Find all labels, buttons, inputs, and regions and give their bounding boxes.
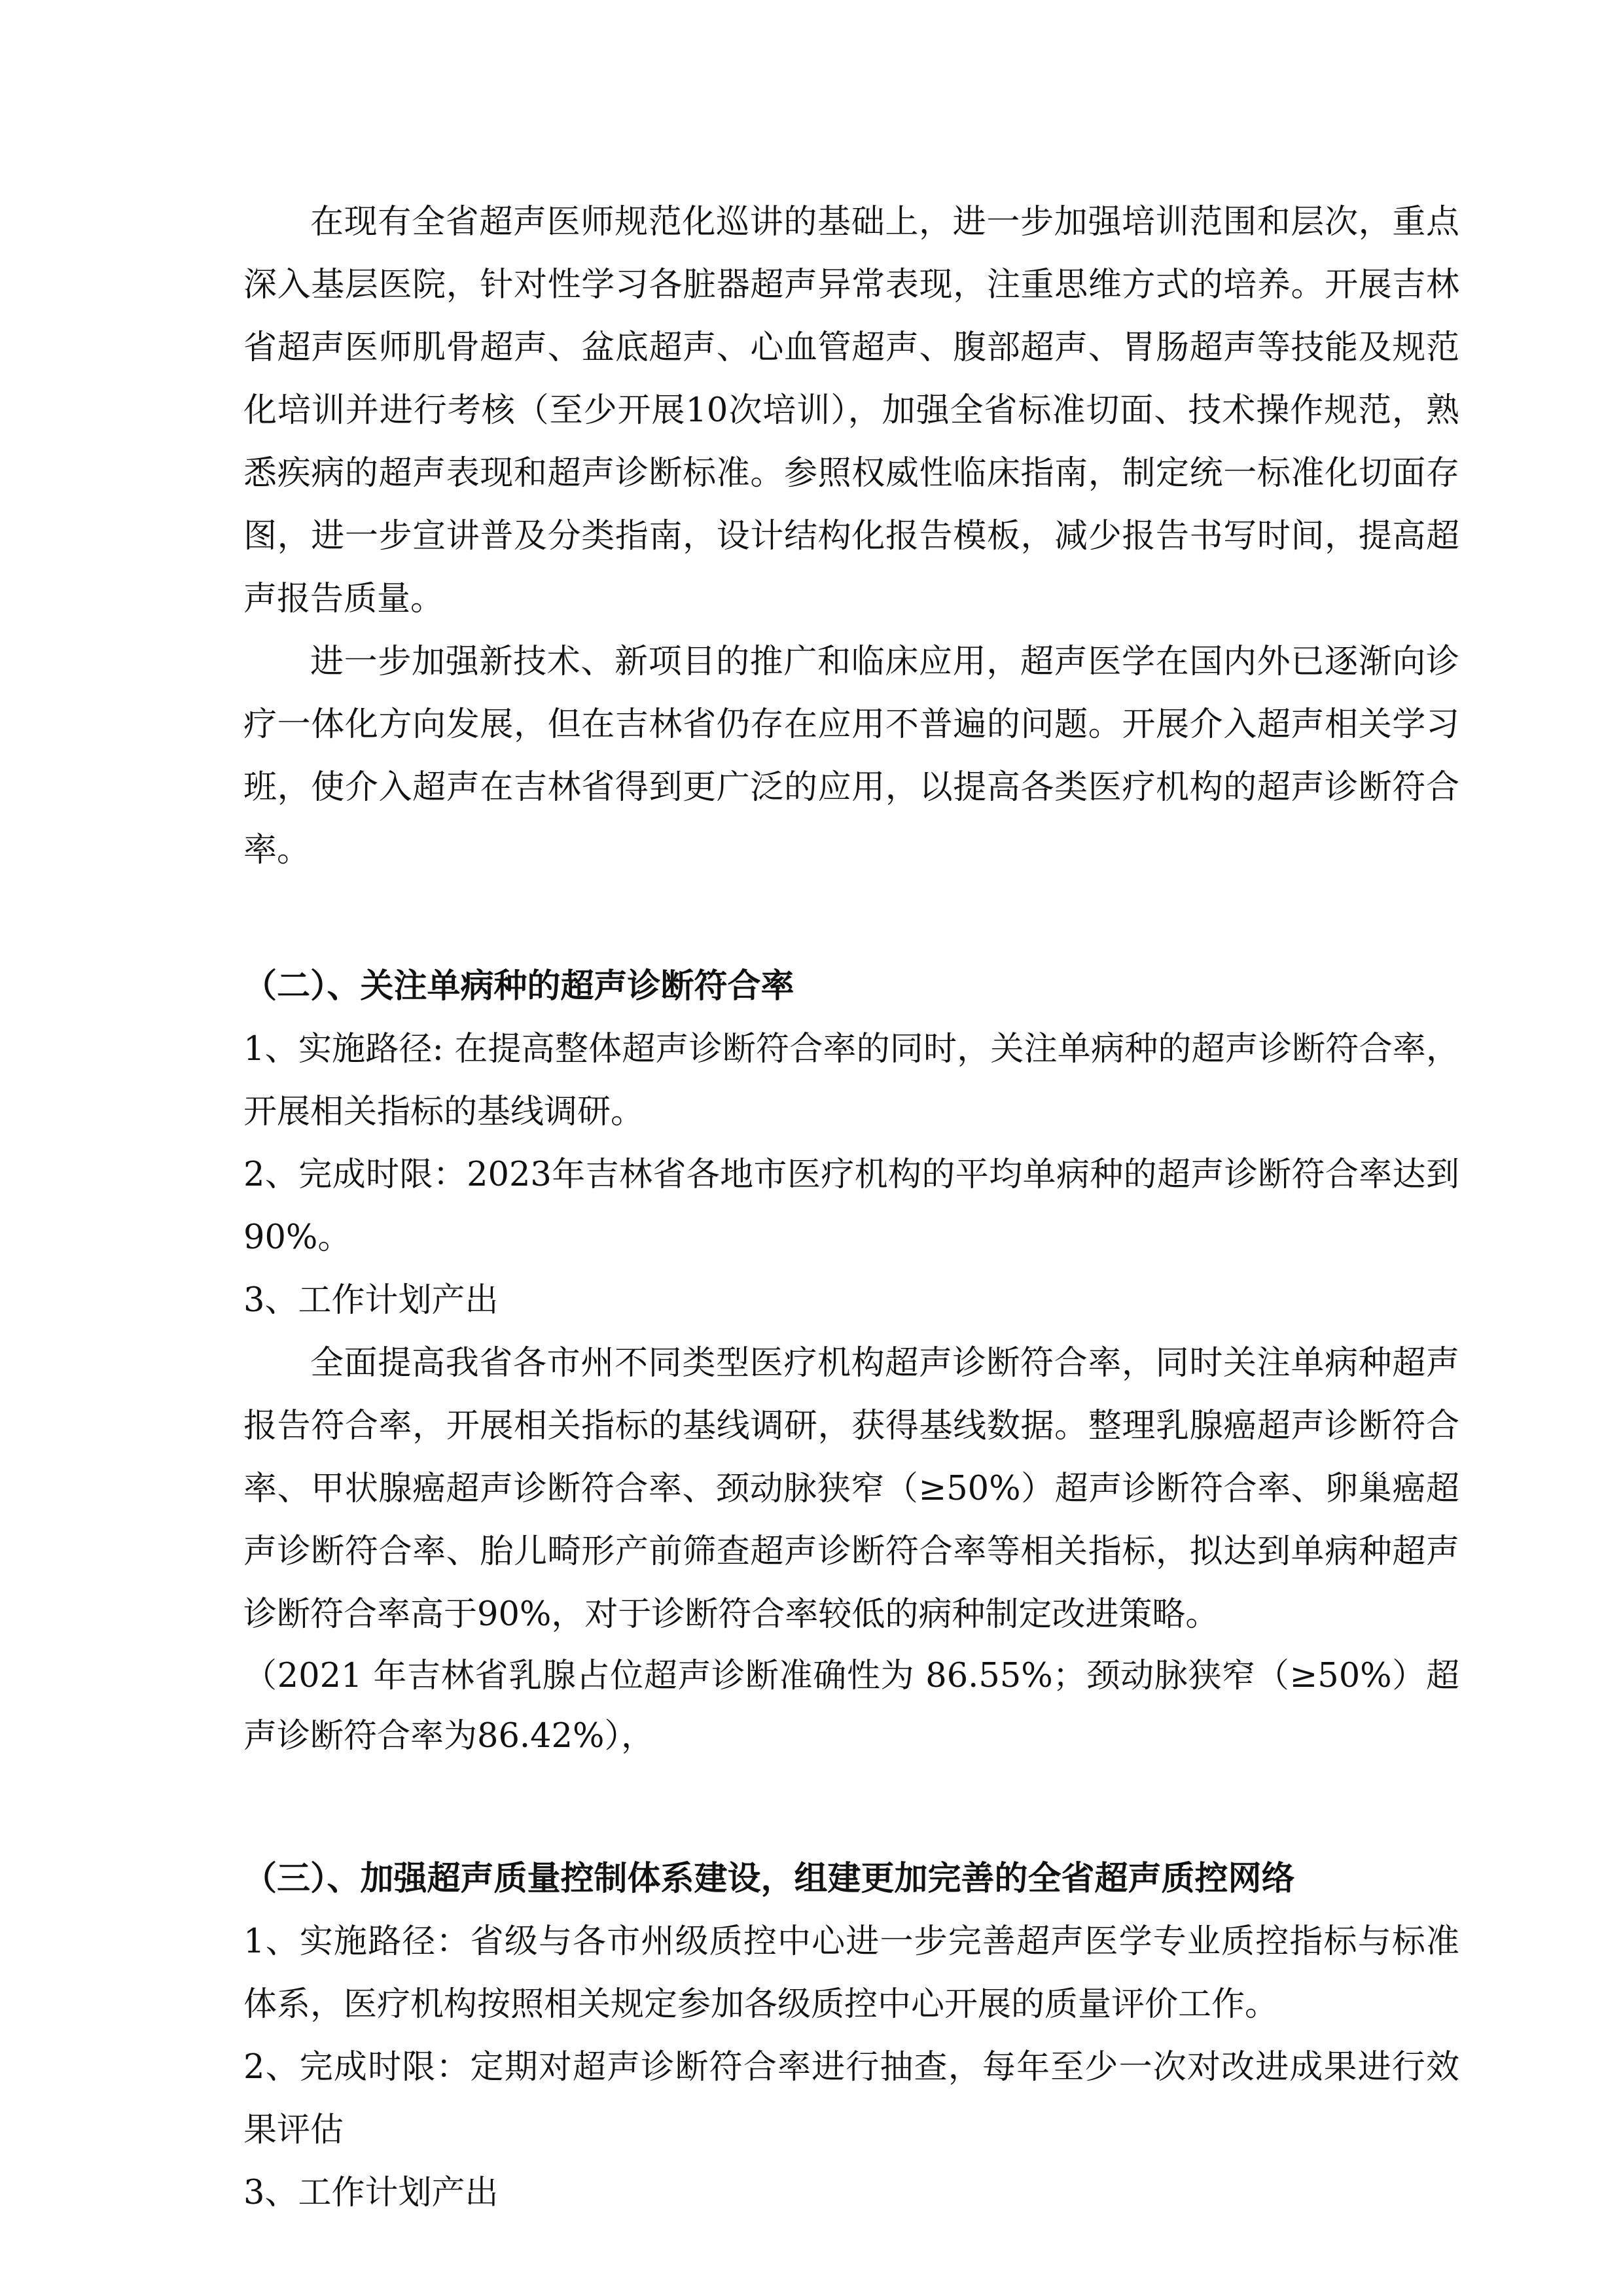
section3-item-2: 2、完成时限：定期对超声诊断符合率进行抽查，每年至少一次对改进成果进行效果评估: [243, 2048, 1459, 2149]
section2-heading: （二）、关注单病种的超声诊断符合率: [243, 967, 794, 1006]
section2-item-3: 3、工作计划产出: [243, 1281, 499, 1320]
section3-item-3: 3、工作计划产出: [243, 2174, 499, 2212]
intro-paragraph-1: 在现有全省超声医师规范化巡讲的基础上，进一步加强培训范围和层次，重点深入基层医院，针对性学习各脏器超声异常表现，注重思维方式的培养。开展吉林省超声医师肌骨超声、盆底超声、心血管超声、腹部超声、胃肠超声等技能及规范化培训并进行考核（至少开展10次培训），加强全省标准切面、技术操作规范，熟悉疾病的超声表现和超声诊断标准。参照权威性临床指南，制定统一标准化切面存图，进一步宣讲普及分类指南，设计结构化报告模板，减少报告书写时间，提高超声报告质量。: [243, 203, 1459, 618]
intro-paragraph-2: 进一步加强新技术、新项目的推广和临床应用，超声医学在国内外已逐渐向诊疗一体化方向发展，但在吉林省仍存在应用不普遍的问题。开展介入超声相关学习班，使介入超声在吉林省得到更广泛的应用，以提高各类医疗机构的超声诊断符合率。: [243, 643, 1459, 870]
section2-item-2: 2、完成时限：2023年吉林省各地市医疗机构的平均单病种的超声诊断符合率达到90%。: [243, 1156, 1459, 1257]
section2-item-1: 1、实施路径: 在提高整体超声诊断符合率的同时，关注单病种的超声诊断符合率，开展相关指标的基线调研。: [243, 1030, 1459, 1131]
section2-note: （2021 年吉林省乳腺占位超声诊断准确性为 86.55%；颈动脉狭窄（≥50%）超声诊断符合率为86.42%），: [243, 1657, 1459, 1756]
section3-item-1: 1、实施路径：省级与各市州级质控中心进一步完善超声医学专业质控指标与标准体系，医疗机构按照相关规定参加各级质控中心开展的质量评价工作。: [243, 1922, 1459, 2024]
section2-body: 全面提高我省各市州不同类型医疗机构超声诊断符合率，同时关注单病种超声报告符合率，开展相关指标的基线调研，获得基线数据。整理乳腺癌超声诊断符合率、甲状腺癌超声诊断符合率、颈动脉狭窄（≥50%）超声诊断符合率、卵巢癌超声诊断符合率、胎儿畸形产前筛查超声诊断符合率等相关指标，拟达到单病种超声诊断符合率高于90%，对于诊断符合率较低的病种制定改进策略。: [243, 1344, 1459, 1634]
section3-heading: （三）、加强超声质量控制体系建设，组建更加完善的全省超声质控网络: [243, 1860, 1295, 1898]
